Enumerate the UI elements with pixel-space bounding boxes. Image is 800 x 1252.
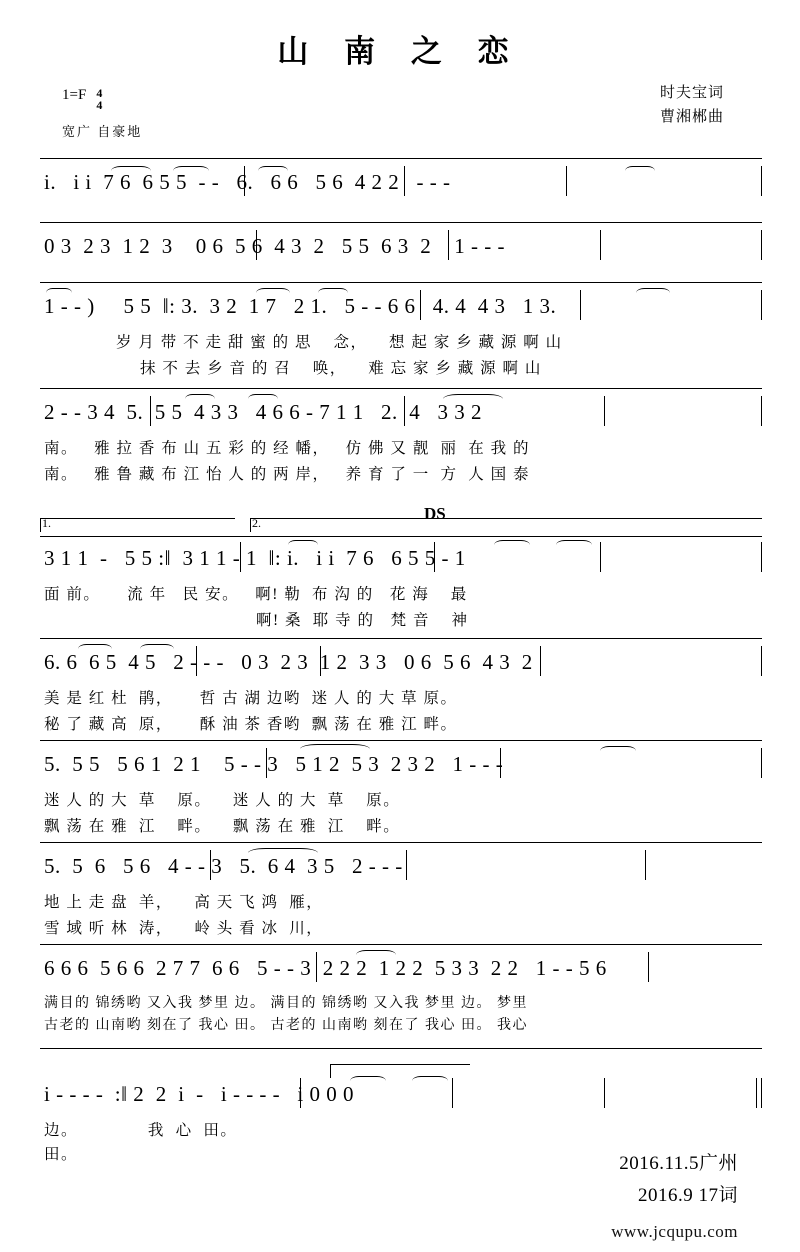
notes-system-4: 2 - - 3 4 5. 5 5 4 3 3 4 6 6 - 7 1 1 2. 4 3 3 2 xyxy=(44,400,482,424)
staff-divider-9 xyxy=(40,944,762,945)
slur xyxy=(248,394,278,404)
slur xyxy=(600,746,636,756)
slur xyxy=(78,644,112,654)
lyrics-system-6-verse-1: 美 是 红 杜 鹃， 哲 古 湖 边哟 迷 人 的 大 草 原。 xyxy=(44,690,458,707)
website-link[interactable]: www.jcqupu.com xyxy=(611,1222,738,1241)
notes-system-8: 5. 5 6 5 6 4 - - 3 5. 6 4 3 5 2 - - - xyxy=(44,854,403,878)
slur xyxy=(248,848,318,858)
footer-date-1: 2016.11.5广州 xyxy=(619,1153,738,1174)
credits xyxy=(660,81,724,129)
barline xyxy=(645,850,646,880)
barline xyxy=(761,748,762,778)
barline xyxy=(448,230,449,260)
lyrics-system-5-verse-2: 啊! 桑 耶 寺 的 梵 音 神 xyxy=(256,612,469,629)
slur xyxy=(111,166,151,176)
slur xyxy=(318,288,348,298)
slur xyxy=(140,644,174,654)
barline xyxy=(761,396,762,426)
lyrics-system-7-verse-1: 迷 人 的 大 草 原。 迷 人 的 大 草 原。 xyxy=(44,792,401,809)
lyrics-system-7-verse-2: 飘 荡 在 雅 江 畔。 飘 荡 在 雅 江 畔。 xyxy=(44,818,401,835)
staff-divider-10 xyxy=(40,1048,762,1049)
barline xyxy=(150,396,151,426)
slur xyxy=(443,394,503,404)
barline xyxy=(452,1078,453,1108)
slur xyxy=(300,744,370,754)
key-signature-label: 1=F xyxy=(62,87,87,103)
slur xyxy=(412,1076,448,1086)
barline xyxy=(404,166,405,196)
lyrics-system-8-verse-2: 雪 域 听 林 涛， 岭 头 看 冰 川， xyxy=(44,920,324,937)
notes-system-7: 5. 5 5 5 6 1 2 1 5 - - 3 5 1 2 5 3 2 3 2 1 - - - xyxy=(44,752,504,776)
page-title: 山 南 之 恋 xyxy=(277,34,523,69)
barline xyxy=(210,850,211,880)
barline xyxy=(540,646,541,676)
lyrics-system-9-verse-1: 满目的 锦绣哟 又入我 梦里 边。 满目的 锦绣哟 又入我 梦里 边。 梦里 xyxy=(44,996,528,1011)
repeat-bracket-1 xyxy=(40,518,235,519)
staff-divider-4 xyxy=(40,388,762,389)
barline xyxy=(300,1078,301,1108)
barline xyxy=(761,230,762,260)
barline xyxy=(500,748,501,778)
barline xyxy=(256,230,257,260)
tempo-marking: 宽广 自豪地 xyxy=(62,124,143,139)
barline xyxy=(240,542,241,572)
lyricist-credit: 时夫宝词 xyxy=(659,85,724,101)
barline xyxy=(196,646,197,676)
composer-credit: 曹湘郴曲 xyxy=(659,109,724,125)
notes-system-10: i - - - - :‖ 2 2 i - i - - - - i 0 0 0 xyxy=(44,1082,355,1106)
barline xyxy=(761,1078,762,1108)
slur xyxy=(636,288,670,298)
barline xyxy=(316,952,317,982)
ds-mark: DS xyxy=(424,504,446,523)
lyrics-system-10-verse-2: 田。 xyxy=(44,1146,79,1163)
slur xyxy=(556,540,592,550)
barline xyxy=(600,542,601,572)
staff-divider-3 xyxy=(40,282,762,283)
slur xyxy=(625,166,655,176)
phrase-bracket xyxy=(330,1064,470,1065)
key-signature xyxy=(62,87,102,111)
slur xyxy=(288,540,318,550)
notes-system-9: 6 6 6 5 6 6 2 7 7 6 6 5 - - 3 2 2 2 1 2 2 5 3 3 2 2 1 - - 5 6 xyxy=(44,956,607,980)
lyrics-system-5-verse-1: 面 前。 流 年 民 安。 啊! 勒 布 沟 的 花 海 最 xyxy=(44,586,468,603)
repeat-bracket-2 xyxy=(250,518,762,519)
staff-divider-7 xyxy=(40,740,762,741)
slur xyxy=(258,166,288,176)
footer-date-2: 2016.9 17词 xyxy=(637,1185,738,1206)
barline xyxy=(406,850,407,880)
barline xyxy=(761,542,762,572)
barline xyxy=(244,166,245,196)
staff-divider-5 xyxy=(40,536,762,537)
phrase-bracket-hook xyxy=(330,1064,331,1078)
repeat-bracket-2-hook xyxy=(250,518,251,532)
repeat-bracket-2-label: 2. xyxy=(252,516,261,530)
notes-system-6: 6. 6 6 5 4 5 2 - - - 0 3 2 3 1 2 3 3 0 6 5 6 4 3 2 xyxy=(44,650,533,674)
notes-system-2: 0 3 2 3 1 2 3 0 6 5 6 4 3 2 5 5 6 3 2 1 - - - xyxy=(44,234,505,258)
barline xyxy=(420,290,421,320)
barline xyxy=(761,166,762,196)
staff-divider-6 xyxy=(40,638,762,639)
lyrics-system-4-verse-1: 南。 雅 拉 香 布 山 五 彩 的 经 幡， 仿 佛 又 靓 丽 在 我 的 xyxy=(44,440,531,457)
notes-system-1: i. i i 7 6 6 5 5 - - 6. 6 6 5 6 4 2 2 - - - xyxy=(44,170,451,194)
time-signature-numerator: 4 xyxy=(96,86,103,100)
staff-divider-8 xyxy=(40,842,762,843)
repeat-bracket-1-hook xyxy=(40,518,41,532)
lyrics-system-9-verse-2: 古老的 山南哟 刻在了 我心 田。 古老的 山南哟 刻在了 我心 田。 我心 xyxy=(44,1018,528,1033)
staff-divider-2 xyxy=(40,222,762,223)
barline xyxy=(566,166,567,196)
lyrics-system-10-verse-1: 边。 我 心 田。 xyxy=(44,1122,238,1139)
notes-system-3: 1 - - ) 5 5 ‖: 3. 3 2 1 7 2 1. 5 - - 6 6 4. 4 4 3 1 3. xyxy=(44,294,557,318)
slur xyxy=(494,540,530,550)
repeat-bracket-1-label: 1. xyxy=(42,516,51,530)
time-signature xyxy=(96,87,102,111)
barline xyxy=(761,290,762,320)
lyrics-system-4-verse-2: 南。 雅 鲁 藏 布 江 怡 人 的 两 岸， 养 育 了 一 方 人 国 泰 xyxy=(44,466,531,483)
barline xyxy=(648,952,649,982)
staff-divider-1 xyxy=(40,158,762,159)
slur xyxy=(173,166,209,176)
slur xyxy=(256,288,290,298)
time-signature-denominator: 4 xyxy=(96,98,103,112)
slur xyxy=(46,288,72,298)
barline xyxy=(756,1078,757,1108)
slur xyxy=(350,1076,386,1086)
barline xyxy=(404,396,405,426)
barline xyxy=(600,230,601,260)
lyrics-system-8-verse-1: 地 上 走 盘 羊， 高 天 飞 鸿 雁， xyxy=(44,894,324,911)
barline xyxy=(761,646,762,676)
score-header xyxy=(0,85,800,145)
barline xyxy=(434,542,435,572)
barline xyxy=(604,396,605,426)
barline xyxy=(580,290,581,320)
notes-system-5: 3 1 1 - 5 5 :‖ 3 1 1 - 1 ‖: i. i i 7 6 6 5 5 - 1 xyxy=(44,546,466,570)
barline xyxy=(266,748,267,778)
slur xyxy=(356,950,396,960)
lyrics-system-6-verse-2: 秘 了 藏 高 原， 酥 油 茶 香哟 飘 荡 在 雅 江 畔。 xyxy=(44,716,458,733)
lyrics-system-3-verse-1: 岁 月 带 不 走 甜 蜜 的 思 念， 想 起 家 乡 藏 源 啊 山 xyxy=(116,334,563,351)
barline xyxy=(604,1078,605,1108)
lyrics-system-3-verse-2: 抹 不 去 乡 音 的 召 唤， 难 忘 家 乡 藏 源 啊 山 xyxy=(140,360,542,377)
barline xyxy=(320,646,321,676)
slur xyxy=(185,394,215,404)
